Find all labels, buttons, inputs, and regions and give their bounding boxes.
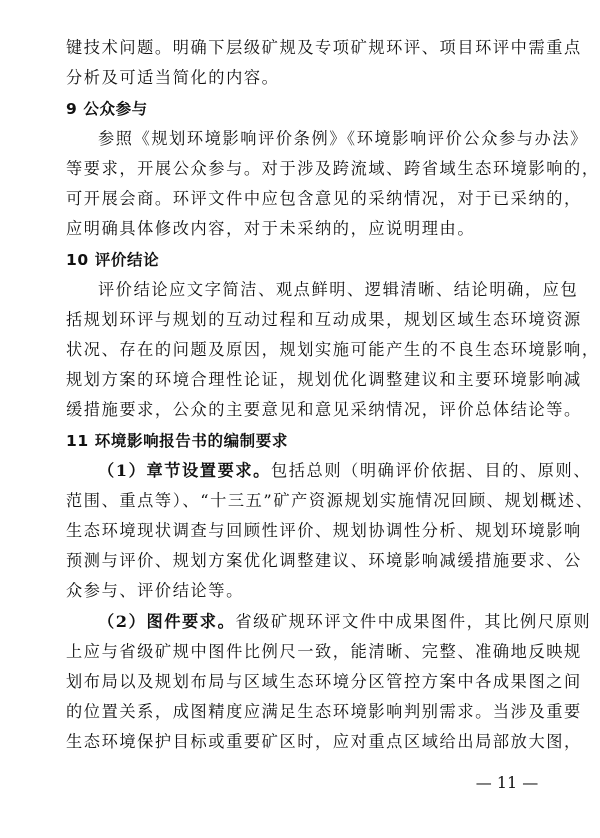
body-line-19: 划布局以及规划布局与区域生态环境分区管控方案中各成果图之间	[66, 672, 582, 691]
map-requirements-lead: （2）图件要求。	[98, 612, 236, 631]
body-line-16: 众参与、评价结论等。	[66, 581, 244, 600]
section-heading-evaluation-conclusion: 10 评价结论	[66, 251, 160, 269]
body-line-13: 范围、重点等）、“十三五”矿产资源规划实施情况回顾、规划概述、	[66, 491, 594, 510]
body-line-7: 评价结论应文字简洁、观点鲜明、逻辑清晰、结论明确，应包	[98, 280, 579, 299]
body-line-18: 上应与省级矿规中图件比例尺一致，能清晰、完整、准确地反映规	[66, 642, 582, 661]
body-line-9: 状况、存在的问题及原因，规划实施可能产生的不良生态环境影响，	[66, 340, 600, 359]
map-requirements-text: 省级矿规环评文件中成果图件，其比例尺原则	[235, 612, 592, 631]
chapter-requirements-line	[98, 461, 591, 481]
body-line-20: 的位置关系，成图精度应满足生态环境影响判别需求。当涉及重要	[66, 702, 582, 721]
section-heading-public-participation: 9 公众参与	[66, 100, 148, 118]
body-line-8: 括规划环评与规划的互动过程和互动成果，规划区域生态环境资源	[66, 310, 582, 329]
body-line-21: 生态环境保护目标或重要矿区时，应对重点区域给出局部放大图，	[66, 732, 582, 751]
body-line-15: 预测与评价、规划方案优化调整建议、环境影响减缓措施要求、公	[66, 551, 582, 570]
body-line-4: 等要求，开展公众参与。对于涉及跨流域、跨省域生态环境影响的，	[66, 159, 600, 178]
body-line-14: 生态环境现状调查与回顾性评价、规划协调性分析、规划环境影响	[66, 521, 582, 540]
body-line-11: 缓措施要求，公众的主要意见和意见采纳情况，评价总体结论等。	[66, 400, 582, 419]
map-requirements-line	[98, 612, 591, 632]
body-line-5: 可开展会商。环评文件中应包含意见的采纳情况，对于已采纳的，	[66, 189, 582, 208]
chapter-requirements-text: 包括总则（明确评价依据、目的、原则、	[270, 461, 592, 480]
body-line-1: 键技术问题。明确下层级矿规及专项矿规环评、项目环评中需重点	[66, 38, 582, 57]
section-heading-report-requirements: 11 环境影响报告书的编制要求	[66, 432, 288, 450]
body-line-3: 参照《规划环境影响评价条例》《环境影响评价公众参与办法》	[98, 129, 588, 148]
page-number: — 11 —	[475, 773, 539, 792]
body-line-6: 应明确具体修改内容，对于未采纳的，应说明理由。	[66, 219, 476, 238]
chapter-requirements-lead: （1）章节设置要求。	[98, 461, 271, 480]
body-line-10: 规划方案的环境合理性论证，规划优化调整建议和主要环境影响减	[66, 370, 582, 389]
body-line-2: 分析及可适当简化的内容。	[66, 68, 280, 87]
